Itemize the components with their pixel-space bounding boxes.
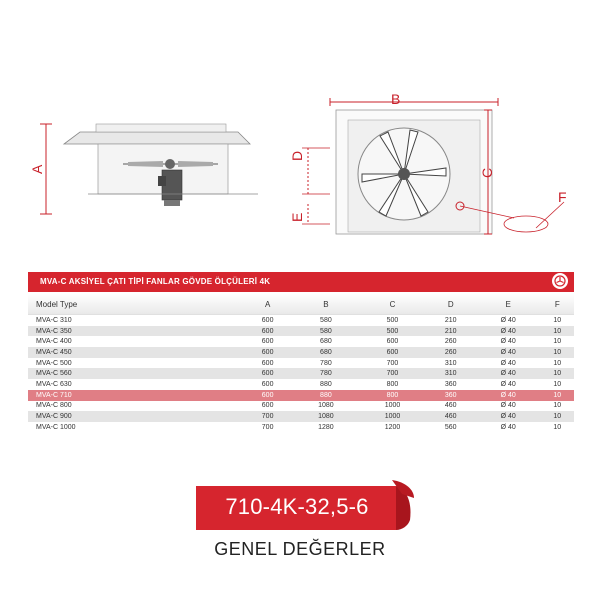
table-cell: 600 xyxy=(261,359,274,367)
dimensions-table xyxy=(28,294,574,433)
table-cell: 700 xyxy=(261,413,274,421)
dim-label-f: F xyxy=(558,189,567,205)
table-cell: 700 xyxy=(261,423,274,431)
table-cell: 310 xyxy=(444,359,457,367)
table-cell: MVA-C 630 xyxy=(36,380,72,388)
table-cell: 500 xyxy=(386,316,399,324)
table-cell: 360 xyxy=(444,391,457,399)
table-title-bar xyxy=(28,272,574,292)
table-cell: 1080 xyxy=(318,413,334,421)
table-row xyxy=(28,411,574,422)
table-row xyxy=(28,336,574,347)
table-cell: 600 xyxy=(261,391,274,399)
table-cell: 600 xyxy=(386,338,399,346)
table-cell: Ø 40 xyxy=(500,380,516,388)
table-cell: 1000 xyxy=(384,413,401,421)
table-cell: Ø 40 xyxy=(500,370,516,378)
table-cell: 10 xyxy=(553,423,562,431)
table-cell: 600 xyxy=(261,338,274,346)
table-cell: 210 xyxy=(444,316,457,324)
top-view-drawing xyxy=(280,84,580,244)
table-cell: 700 xyxy=(386,359,399,367)
table-cell: 460 xyxy=(444,402,457,410)
table-cell: MVA-C 710 xyxy=(36,391,72,399)
table-cell: 800 xyxy=(386,380,399,388)
dim-label-b: B xyxy=(391,91,401,107)
table-cell: 880 xyxy=(320,391,332,399)
dim-label-a: A xyxy=(29,164,45,174)
table-cell: 10 xyxy=(553,370,562,378)
table-cell: 10 xyxy=(553,380,562,388)
column-header: A xyxy=(243,294,293,315)
table-cell: 700 xyxy=(386,370,399,378)
table-cell: 600 xyxy=(386,348,399,356)
table-row xyxy=(28,315,574,326)
model-banner xyxy=(196,480,416,536)
table-cell: 500 xyxy=(386,327,399,335)
table-header-row xyxy=(28,294,574,315)
table-cell: 600 xyxy=(261,348,274,356)
table-cell: Ø 40 xyxy=(500,413,516,421)
table-title: MVA-C AKSİYEL ÇATI TİPİ FANLAR GÖVDE ÖLÇÜLERİ 4K xyxy=(40,277,271,286)
table-row xyxy=(28,347,574,358)
table-cell: Ø 40 xyxy=(500,327,516,335)
table-cell: Ø 40 xyxy=(500,402,516,410)
dim-label-c: C xyxy=(479,167,495,178)
table-cell: MVA-C 900 xyxy=(36,413,72,421)
column-header: C xyxy=(359,294,426,315)
dim-label-d: D xyxy=(289,150,305,161)
table-cell: 10 xyxy=(553,391,562,399)
table-cell: 10 xyxy=(553,338,562,346)
table-cell: MVA-C 400 xyxy=(36,338,72,346)
model-code: 710-4K-32,5-6 xyxy=(225,494,369,519)
table-cell: 600 xyxy=(261,316,274,324)
table-cell: MVA-C 310 xyxy=(36,316,72,324)
table-cell: 1200 xyxy=(384,423,401,431)
table-cell: 780 xyxy=(320,370,332,378)
fan-logo-icon xyxy=(552,273,568,289)
table-cell: 580 xyxy=(320,327,332,335)
table-cell: 10 xyxy=(553,359,562,367)
table-cell: 880 xyxy=(320,380,332,388)
table-cell: Ø 40 xyxy=(500,359,516,367)
column-header: Model Type xyxy=(28,294,243,315)
table-cell: 1080 xyxy=(318,402,334,410)
table-cell: MVA-C 500 xyxy=(36,359,72,367)
table-cell: 600 xyxy=(261,327,274,335)
table-row xyxy=(28,368,574,379)
dim-label-e: E xyxy=(289,212,305,222)
table-cell: 780 xyxy=(320,359,332,367)
column-header: B xyxy=(293,294,360,315)
table-row xyxy=(28,379,574,390)
table-cell: Ø 40 xyxy=(500,316,516,324)
table-cell: 360 xyxy=(444,380,457,388)
table-cell: 600 xyxy=(261,370,274,378)
table-cell: 580 xyxy=(320,316,332,324)
table-cell: MVA-C 450 xyxy=(36,348,72,356)
table-cell: 1000 xyxy=(384,402,401,410)
table-cell: Ø 40 xyxy=(500,338,516,346)
table-cell: 600 xyxy=(261,380,274,388)
column-header: F xyxy=(541,294,574,315)
table-row xyxy=(28,422,574,433)
table-cell: 10 xyxy=(553,316,562,324)
table-row xyxy=(28,390,574,401)
table-cell: 1280 xyxy=(318,423,334,431)
side-view-drawing xyxy=(28,112,273,227)
table-cell: Ø 40 xyxy=(500,391,516,399)
table-row xyxy=(28,401,574,412)
dimensions-table-block xyxy=(28,272,574,433)
table-cell: 260 xyxy=(444,338,457,346)
table-cell: MVA-C 560 xyxy=(36,370,72,378)
table-cell: 460 xyxy=(444,413,457,421)
column-header: E xyxy=(476,294,541,315)
column-header: D xyxy=(426,294,476,315)
table-cell: 10 xyxy=(553,348,562,356)
table-cell: 310 xyxy=(444,370,457,378)
table-cell: 10 xyxy=(553,402,562,410)
table-cell: Ø 40 xyxy=(500,423,516,431)
table-cell: 260 xyxy=(444,348,457,356)
table-cell: 680 xyxy=(320,348,332,356)
table-cell: 10 xyxy=(553,327,562,335)
subtitle: GENEL DEĞERLER xyxy=(214,539,386,559)
table-cell: 800 xyxy=(386,391,399,399)
table-cell: MVA-C 350 xyxy=(36,327,72,335)
table-row xyxy=(28,326,574,337)
table-cell: 210 xyxy=(444,327,457,335)
table-cell: 10 xyxy=(553,413,562,421)
table-cell: Ø 40 xyxy=(500,348,516,356)
table-cell: 680 xyxy=(320,338,332,346)
table-cell: MVA-C 800 xyxy=(36,402,72,410)
table-cell: 600 xyxy=(261,402,274,410)
table-cell: MVA-C 1000 xyxy=(36,423,76,431)
table-row xyxy=(28,358,574,369)
table-cell: 560 xyxy=(444,423,457,431)
